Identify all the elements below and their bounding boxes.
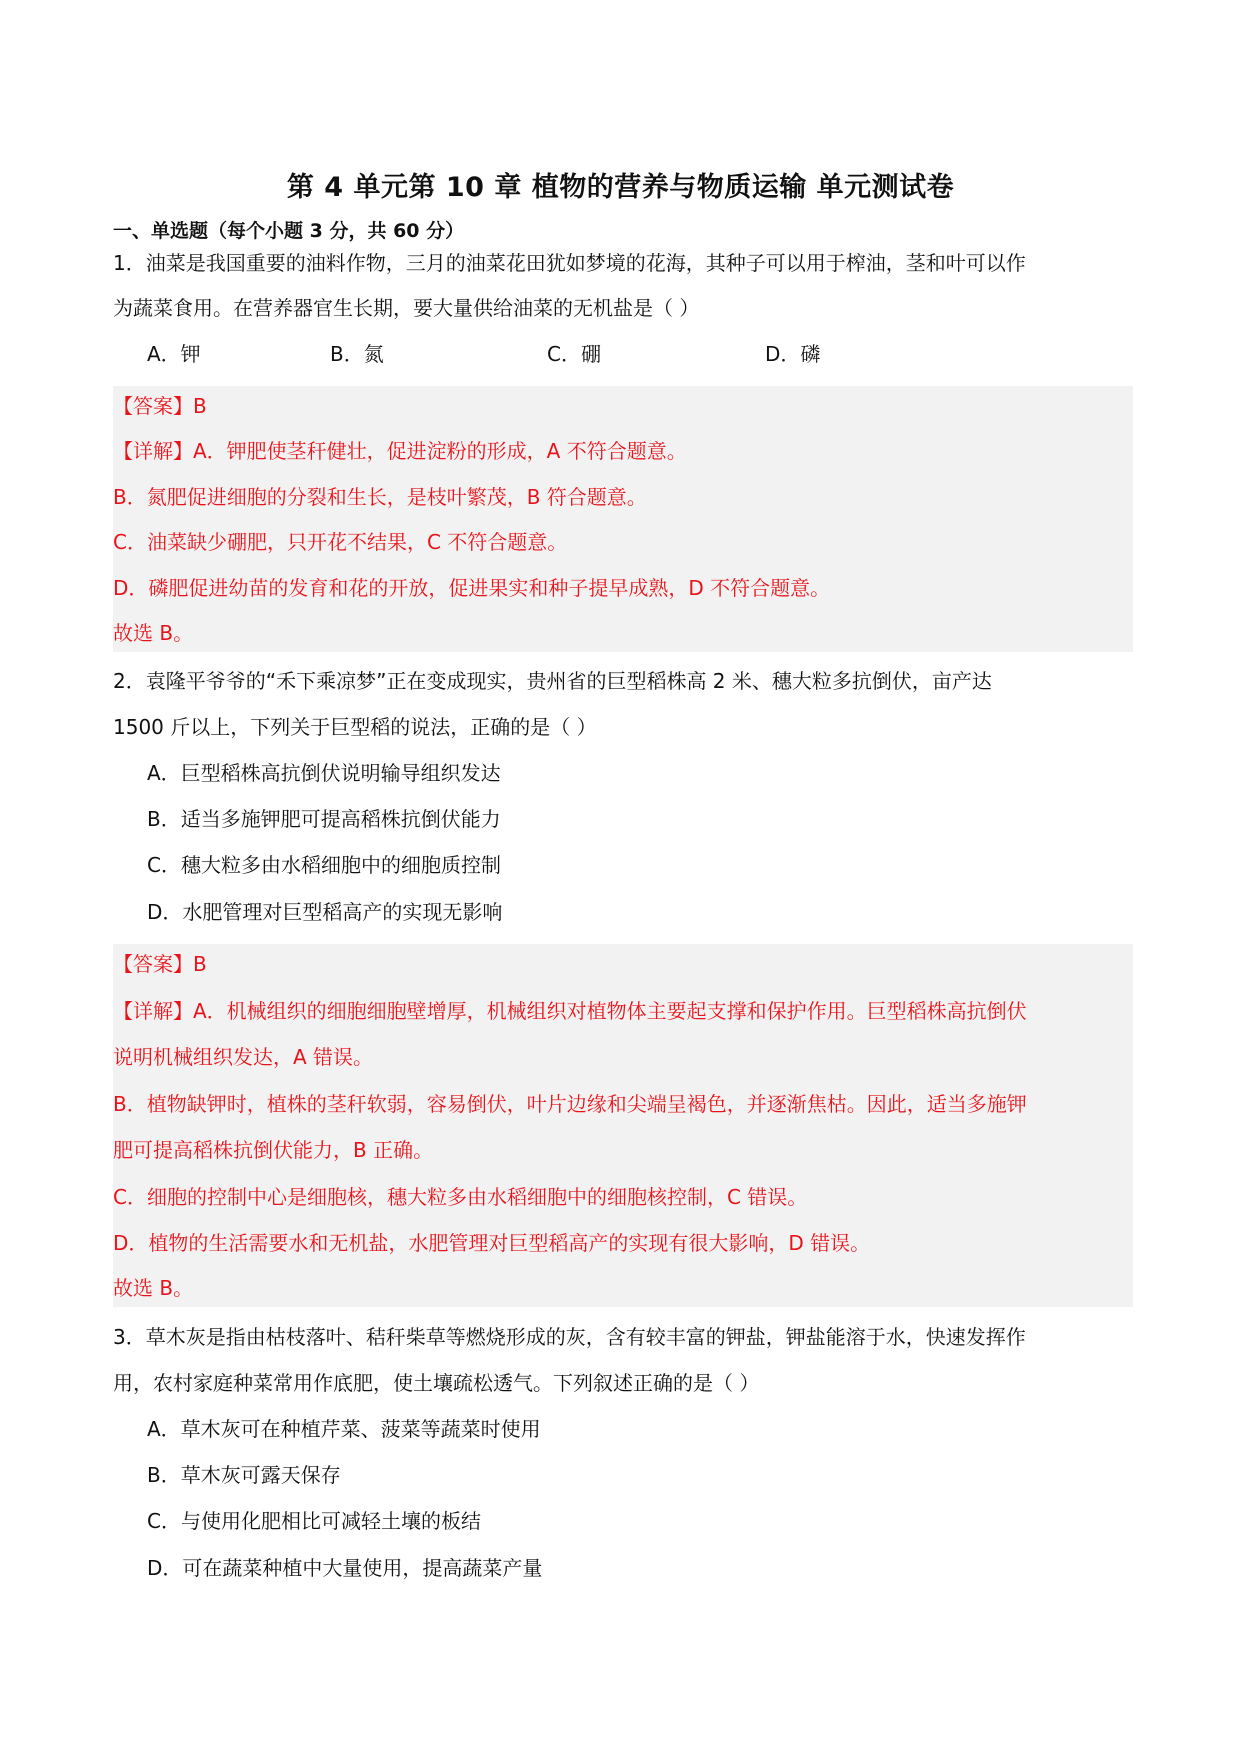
q3-stem-line2: 用，农村家庭种菜常用作底肥，使土壤疏松透气。下列叙述正确的是（ ） [113,1371,760,1395]
q1-detail-line3: C．油菜缺少硼肥，只开花不结果，C 不符合题意。 [113,530,568,554]
q2-detail-conclusion: 故选 B。 [113,1276,194,1300]
q3-stem-line1: 3．草木灰是指由枯枝落叶、秸秆柴草等燃烧形成的灰，含有较丰富的钾盐，钾盐能溶于水，快速发挥作 [113,1325,1026,1349]
q1-detail-line2: B．氮肥促进细胞的分裂和生长，是枝叶繁茂，B 符合题意。 [113,485,647,509]
q1-stem-line1: 1．油菜是我国重要的油料作物，三月的油菜花田犹如梦境的花海，其种子可以用于榨油，茎和叶可以作 [113,251,1026,275]
q2-detail-line3: B．植物缺钾时，植株的茎秆软弱，容易倒伏，叶片边缘和尖端呈褐色，并逐渐焦枯。因此，适当多施钾 [113,1092,1027,1116]
q2-detail-line2: 说明机械组织发达，A 错误。 [113,1045,374,1069]
q2-answer-box [113,944,1133,1307]
page-title: 第 4 单元第 10 章 植物的营养与物质运输 单元测试卷 [286,172,955,203]
q1-answer-tag: 【答案】 [113,394,193,418]
q1-stem-line2: 为蔬菜食用。在营养器官生长期，要大量供给油菜的无机盐是（ ） [113,296,700,320]
q2-detail-text: A．机械组织的细胞细胞壁增厚，机械组织对植物体主要起支撑和保护作用。巨型稻株高抗倒伏 [193,999,1027,1023]
q3-option-b: B．草木灰可露天保存 [147,1463,341,1487]
q1-option-c: C．硼 [547,342,601,366]
section-heading: 一、单选题（每个小题 3 分，共 60 分） [113,220,465,242]
q1-detail-text: A．钾肥使茎秆健壮，促进淀粉的形成，A 不符合题意。 [193,439,687,463]
q1-option-a: A．钾 [147,342,201,366]
q1-detail-line4: D．磷肥促进幼苗的发育和花的开放，促进果实和种子提早成熟，D 不符合题意。 [113,576,831,600]
q2-answer-value: B [193,952,207,976]
q1-detail-tag: 【详解】 [113,439,193,463]
q2-stem-line1: 2．袁隆平爷爷的“禾下乘凉梦”正在变成现实，贵州省的巨型稻株高 2 米、穗大粒多抗倒伏，亩产达 [113,669,992,693]
q1-answer-box [113,386,1133,652]
q2-detail-tag: 【详解】 [113,999,193,1023]
q2-option-a: A．巨型稻株高抗倒伏说明输导组织发达 [147,761,501,785]
q1-answer-line [113,391,207,421]
q1-detail-conclusion: 故选 B。 [113,621,194,645]
q2-detail-line6: D．植物的生活需要水和无机盐，水肥管理对巨型稻高产的实现有很大影响，D 错误。 [113,1231,871,1255]
q2-stem-line2: 1500 斤以上，下列关于巨型稻的说法，正确的是（ ） [113,715,597,739]
q2-answer-line [113,949,207,979]
q2-option-c: C．穗大粒多由水稻细胞中的细胞质控制 [147,853,501,877]
q1-option-b: B．氮 [330,342,384,366]
q3-option-a: A．草木灰可在种植芹菜、菠菜等蔬菜时使用 [147,1417,541,1441]
q2-option-b: B．适当多施钾肥可提高稻株抗倒伏能力 [147,807,501,831]
q2-detail-line1 [113,996,1027,1026]
q3-option-c: C．与使用化肥相比可减轻土壤的板结 [147,1509,481,1533]
q2-detail-line4: 肥可提高稻株抗倒伏能力，B 正确。 [113,1138,434,1162]
q1-answer-value: B [193,394,207,418]
q3-option-d: D．可在蔬菜种植中大量使用，提高蔬菜产量 [147,1556,543,1580]
q2-option-d: D．水肥管理对巨型稻高产的实现无影响 [147,900,503,924]
q2-detail-line5: C．细胞的控制中心是细胞核，穗大粒多由水稻细胞中的细胞核控制，C 错误。 [113,1185,808,1209]
q2-answer-tag: 【答案】 [113,952,193,976]
q1-detail-line1 [113,436,687,466]
q1-option-d: D．磷 [765,342,821,366]
